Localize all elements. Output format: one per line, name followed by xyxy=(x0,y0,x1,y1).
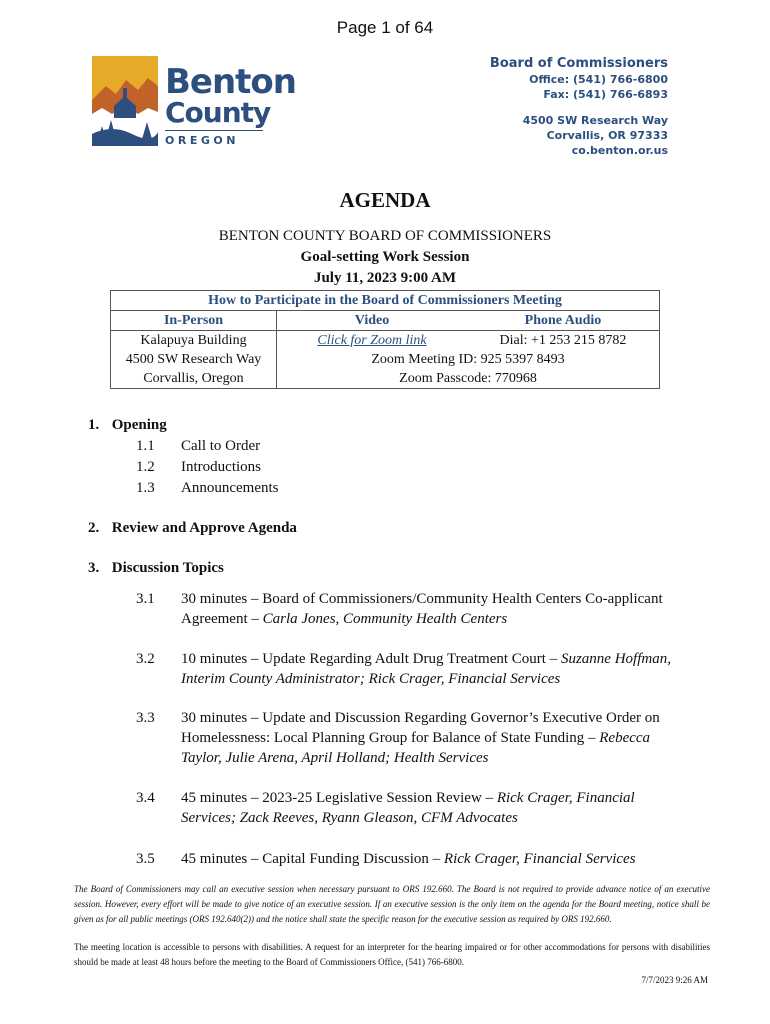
board-name: BENTON COUNTY BOARD OF COMMISSIONERS xyxy=(218,228,552,244)
topic-number: 3.3 xyxy=(136,710,155,726)
participation-heading: How to Participate in the Board of Commissioners Meeting xyxy=(111,291,660,311)
topic-presenter: Rebecca Taylor, Julie Arena, April Holland; Health Services xyxy=(181,730,651,766)
topic-text xyxy=(181,849,671,869)
topic-description: 45 minutes – 2023-25 Legislative Session Review – xyxy=(181,790,497,806)
section-review-agenda xyxy=(88,520,297,537)
item-text: Announcements xyxy=(181,480,279,496)
topic-item xyxy=(136,708,676,770)
topic-number: 3.1 xyxy=(136,591,155,607)
accessibility-notice: The meeting location is accessible to persons with disabilities. A request for an interpreter for the hearing impaired or for other accommodations for persons with disabilities should be made at least 48 hours before the meeting to the Board of Commissioners Office, (541) 766-6800. xyxy=(74,942,710,967)
executive-session-notice: The Board of Commissioners may call an executive session when necessary pursuant to ORS 192.660. The Board is not required to provide advance notice of an executive session. However, every effort will be made to give notice of an executive session. If an executive session is the only item on the agenda for the Board meeting, notice shall be given as for all public meetings (ORS 192.640(2)) and the notice shall state the specific reason for the executive session as required by ORS 192.660. xyxy=(74,884,710,924)
item-text: Introductions xyxy=(181,459,261,475)
logo-county: County xyxy=(165,96,271,129)
topic-text xyxy=(181,708,671,768)
dial-cell: Dial: +1 253 215 8782 xyxy=(467,331,660,351)
section-title: Discussion Topics xyxy=(111,560,224,576)
topic-item xyxy=(136,849,676,871)
section-opening xyxy=(88,417,167,434)
topic-description: 30 minutes – Board of Commissioners/Community Health Centers Co-applicant Agreement – xyxy=(181,591,663,627)
address-cell: 4500 SW Research Way xyxy=(111,350,277,369)
topic-presenter: Rick Crager, Financial Services xyxy=(443,851,636,867)
section-title: Review and Approve Agenda xyxy=(111,520,297,536)
logo-benton: Benton xyxy=(165,62,296,102)
topic-description: 10 minutes – Update Regarding Adult Drug Treatment Court – xyxy=(181,651,561,667)
topic-number: 3.2 xyxy=(136,651,155,667)
topic-text xyxy=(181,649,671,689)
section-number: 3. xyxy=(88,560,100,576)
topic-number: 3.5 xyxy=(136,851,155,867)
section-number: 2. xyxy=(88,520,100,536)
contact-city: Corvallis, OR 97333 xyxy=(546,129,668,142)
city-cell: Corvallis, Oregon xyxy=(111,369,277,389)
zoom-link-cell xyxy=(277,331,468,351)
topic-item xyxy=(136,649,676,691)
topic-text xyxy=(181,589,671,629)
topic-number: 3.4 xyxy=(136,790,155,806)
contact-fax: Fax: (541) 766-6893 xyxy=(543,88,668,101)
list-item xyxy=(136,438,436,458)
list-item xyxy=(136,459,436,479)
section-discussion-topics xyxy=(88,560,224,577)
item-number: 1.3 xyxy=(136,480,155,496)
page-number: Page 1 of 64 xyxy=(336,18,434,37)
col-video: Video xyxy=(277,311,468,331)
col-phone-audio: Phone Audio xyxy=(467,311,660,331)
logo-divider xyxy=(165,130,263,131)
col-in-person: In-Person xyxy=(111,311,277,331)
topic-item xyxy=(136,788,676,830)
contact-web[interactable]: co.benton.or.us xyxy=(571,144,668,157)
topic-presenter: Suzanne Hoffman, Interim County Administrator; Rick Crager, Financial Services xyxy=(181,651,671,687)
agenda-title: AGENDA xyxy=(339,188,431,212)
topic-presenter: Carla Jones, Community Health Centers xyxy=(262,611,508,627)
topic-item xyxy=(136,589,676,631)
topic-presenter: Rick Crager, Financial Services; Zack Reeves, Ryann Gleason, CFM Advocates xyxy=(181,790,635,826)
building-cell: Kalapuya Building xyxy=(111,331,277,351)
contact-office: Office: (541) 766-6800 xyxy=(529,73,668,86)
session-name: Goal-setting Work Session xyxy=(300,249,470,265)
topic-text xyxy=(181,788,671,828)
timestamp: 7/7/2023 9:26 AM xyxy=(641,975,708,985)
contact-block xyxy=(490,56,668,158)
section-number: 1. xyxy=(88,417,100,433)
topic-description: 30 minutes – Update and Discussion Regarding Governor’s Executive Order on Homelessness: Local Planning Group for Balance of State Funding – xyxy=(181,710,660,746)
meeting-date: July 11, 2023 9:00 AM xyxy=(313,270,457,286)
meeting-id-cell: Zoom Meeting ID: 925 5397 8493 xyxy=(277,350,660,369)
item-number: 1.1 xyxy=(136,438,155,454)
passcode-cell: Zoom Passcode: 770968 xyxy=(277,369,660,389)
logo-oregon: OREGON xyxy=(165,134,239,147)
item-text: Call to Order xyxy=(181,438,261,454)
participation-table xyxy=(110,290,660,389)
contact-org: Board of Commissioners xyxy=(489,56,668,71)
contact-street: 4500 SW Research Way xyxy=(522,114,668,127)
item-number: 1.2 xyxy=(136,459,155,475)
topic-description: 45 minutes – Capital Funding Discussion – xyxy=(181,851,444,867)
list-item xyxy=(136,480,436,500)
zoom-link[interactable]: Click for Zoom link xyxy=(317,333,427,348)
section-title: Opening xyxy=(111,417,167,433)
